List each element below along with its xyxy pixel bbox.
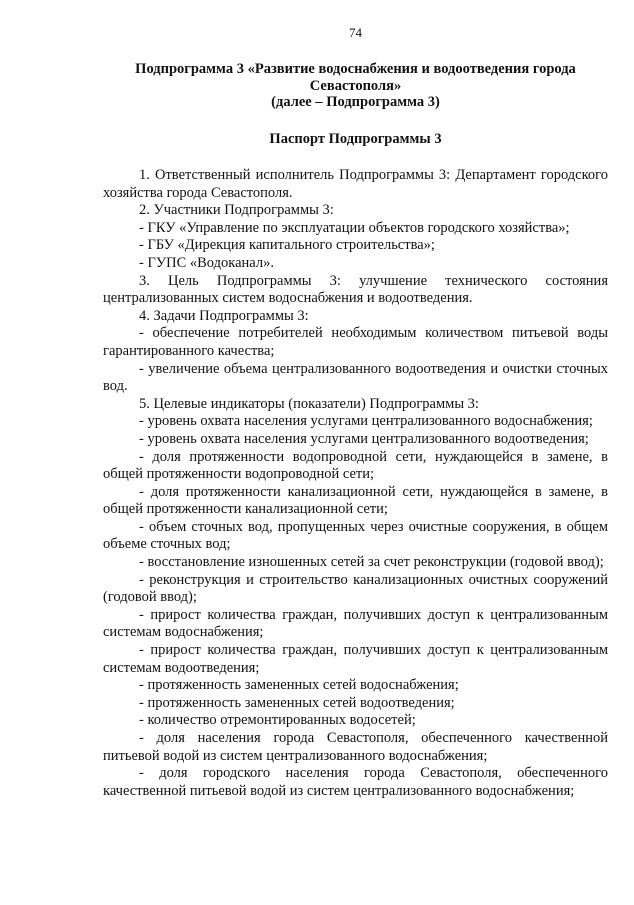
paragraph-indicator-10: - протяженность замененных сетей водоснабжения; — [139, 677, 459, 694]
paragraph-indicator-3: - доля протяженности водопроводной сети, нуждающейся в замене, в общей протяженности водопроводной сети; — [103, 448, 608, 483]
paragraph-participants-heading: 2. Участники Подпрограммы 3: — [139, 202, 334, 219]
paragraph-indicator-6: - восстановление изношенных сетей за счет реконструкции (годовой ввод); — [139, 554, 604, 571]
paragraph-participant-gups: - ГУПС «Водоканал». — [139, 254, 274, 271]
paragraph-indicator-11: - протяженность замененных сетей водоотведения; — [139, 694, 455, 711]
paragraph-indicator-12: - количество отремонтированных водосетей; — [139, 712, 416, 729]
paragraph-goal: 3. Цель Подпрограммы 3: улучшение технического состояния централизованных систем водоснабжения и водоотведения. — [103, 272, 608, 307]
passport-title: Паспорт Подпрограммы 3 — [269, 130, 442, 147]
title-line-1: Подпрограмма 3 «Развитие водоснабжения и водоотведения города — [135, 61, 576, 77]
paragraph-indicator-5: - объем сточных вод, пропущенных через очистные сооружения, в общем объеме сточных вод; — [103, 518, 608, 553]
document-page — [103, 24, 608, 800]
paragraph-indicator-8: - прирост количества граждан, получивших доступ к централизованным системам водоснабжения; — [103, 606, 608, 641]
paragraph-indicator-13: - доля населения города Севастополя, обеспеченного качественной питьевой водой из систем централизованного водоснабжения; — [103, 730, 608, 764]
paragraph-indicators-heading: 5. Целевые индикаторы (показатели) Подпрограммы 3: — [139, 395, 479, 412]
paragraph-indicator-1: - уровень охвата населения услугами централизованного водоснабжения; — [139, 413, 593, 430]
paragraph-indicator-9: - прирост количества граждан, получивших доступ к централизованным системам водоотведения; — [103, 642, 608, 676]
paragraph-task-2: - увеличение объема централизованного водоотведения и очистки сточных вод. — [103, 360, 608, 395]
paragraph-tasks-heading: 4. Задачи Подпрограммы 3: — [139, 307, 309, 324]
passport-body — [103, 167, 608, 800]
paragraph-indicator-7: - реконструкция и строительство канализационных очистных сооружений (годовой ввод); — [103, 571, 608, 606]
paragraph-indicator-4: - доля протяженности канализационной сети, нуждающейся в замене, в общей протяженности канализационной сети; — [103, 483, 608, 518]
title-line-2: Севастополя» — [309, 77, 402, 94]
paragraph-task-1: - обеспечение потребителей необходимым количеством питьевой воды гарантированного качества; — [103, 325, 608, 359]
page-number: 74 — [349, 25, 362, 40]
paragraph-responsible-executor: 1. Ответственный исполнитель Подпрограммы 3: Департамент городского хозяйства города Севастополя. — [103, 167, 608, 201]
title-line-3: (далее – Подпрограмма 3) — [271, 94, 440, 110]
paragraph-indicator-2: - уровень охвата населения услугами централизованного водоотведения; — [139, 430, 589, 447]
paragraph-participant-gku: - ГКУ «Управление по эксплуатации объектов городского хозяйства»; — [139, 219, 570, 236]
subprogram-title — [103, 61, 608, 111]
paragraph-participant-gbu: - ГБУ «Дирекция капитального строительства»; — [139, 237, 435, 254]
paragraph-indicator-14: - доля городского населения города Севастополя, обеспеченного качественной питьевой водой из систем централизованного водоснабжения; — [103, 765, 608, 799]
